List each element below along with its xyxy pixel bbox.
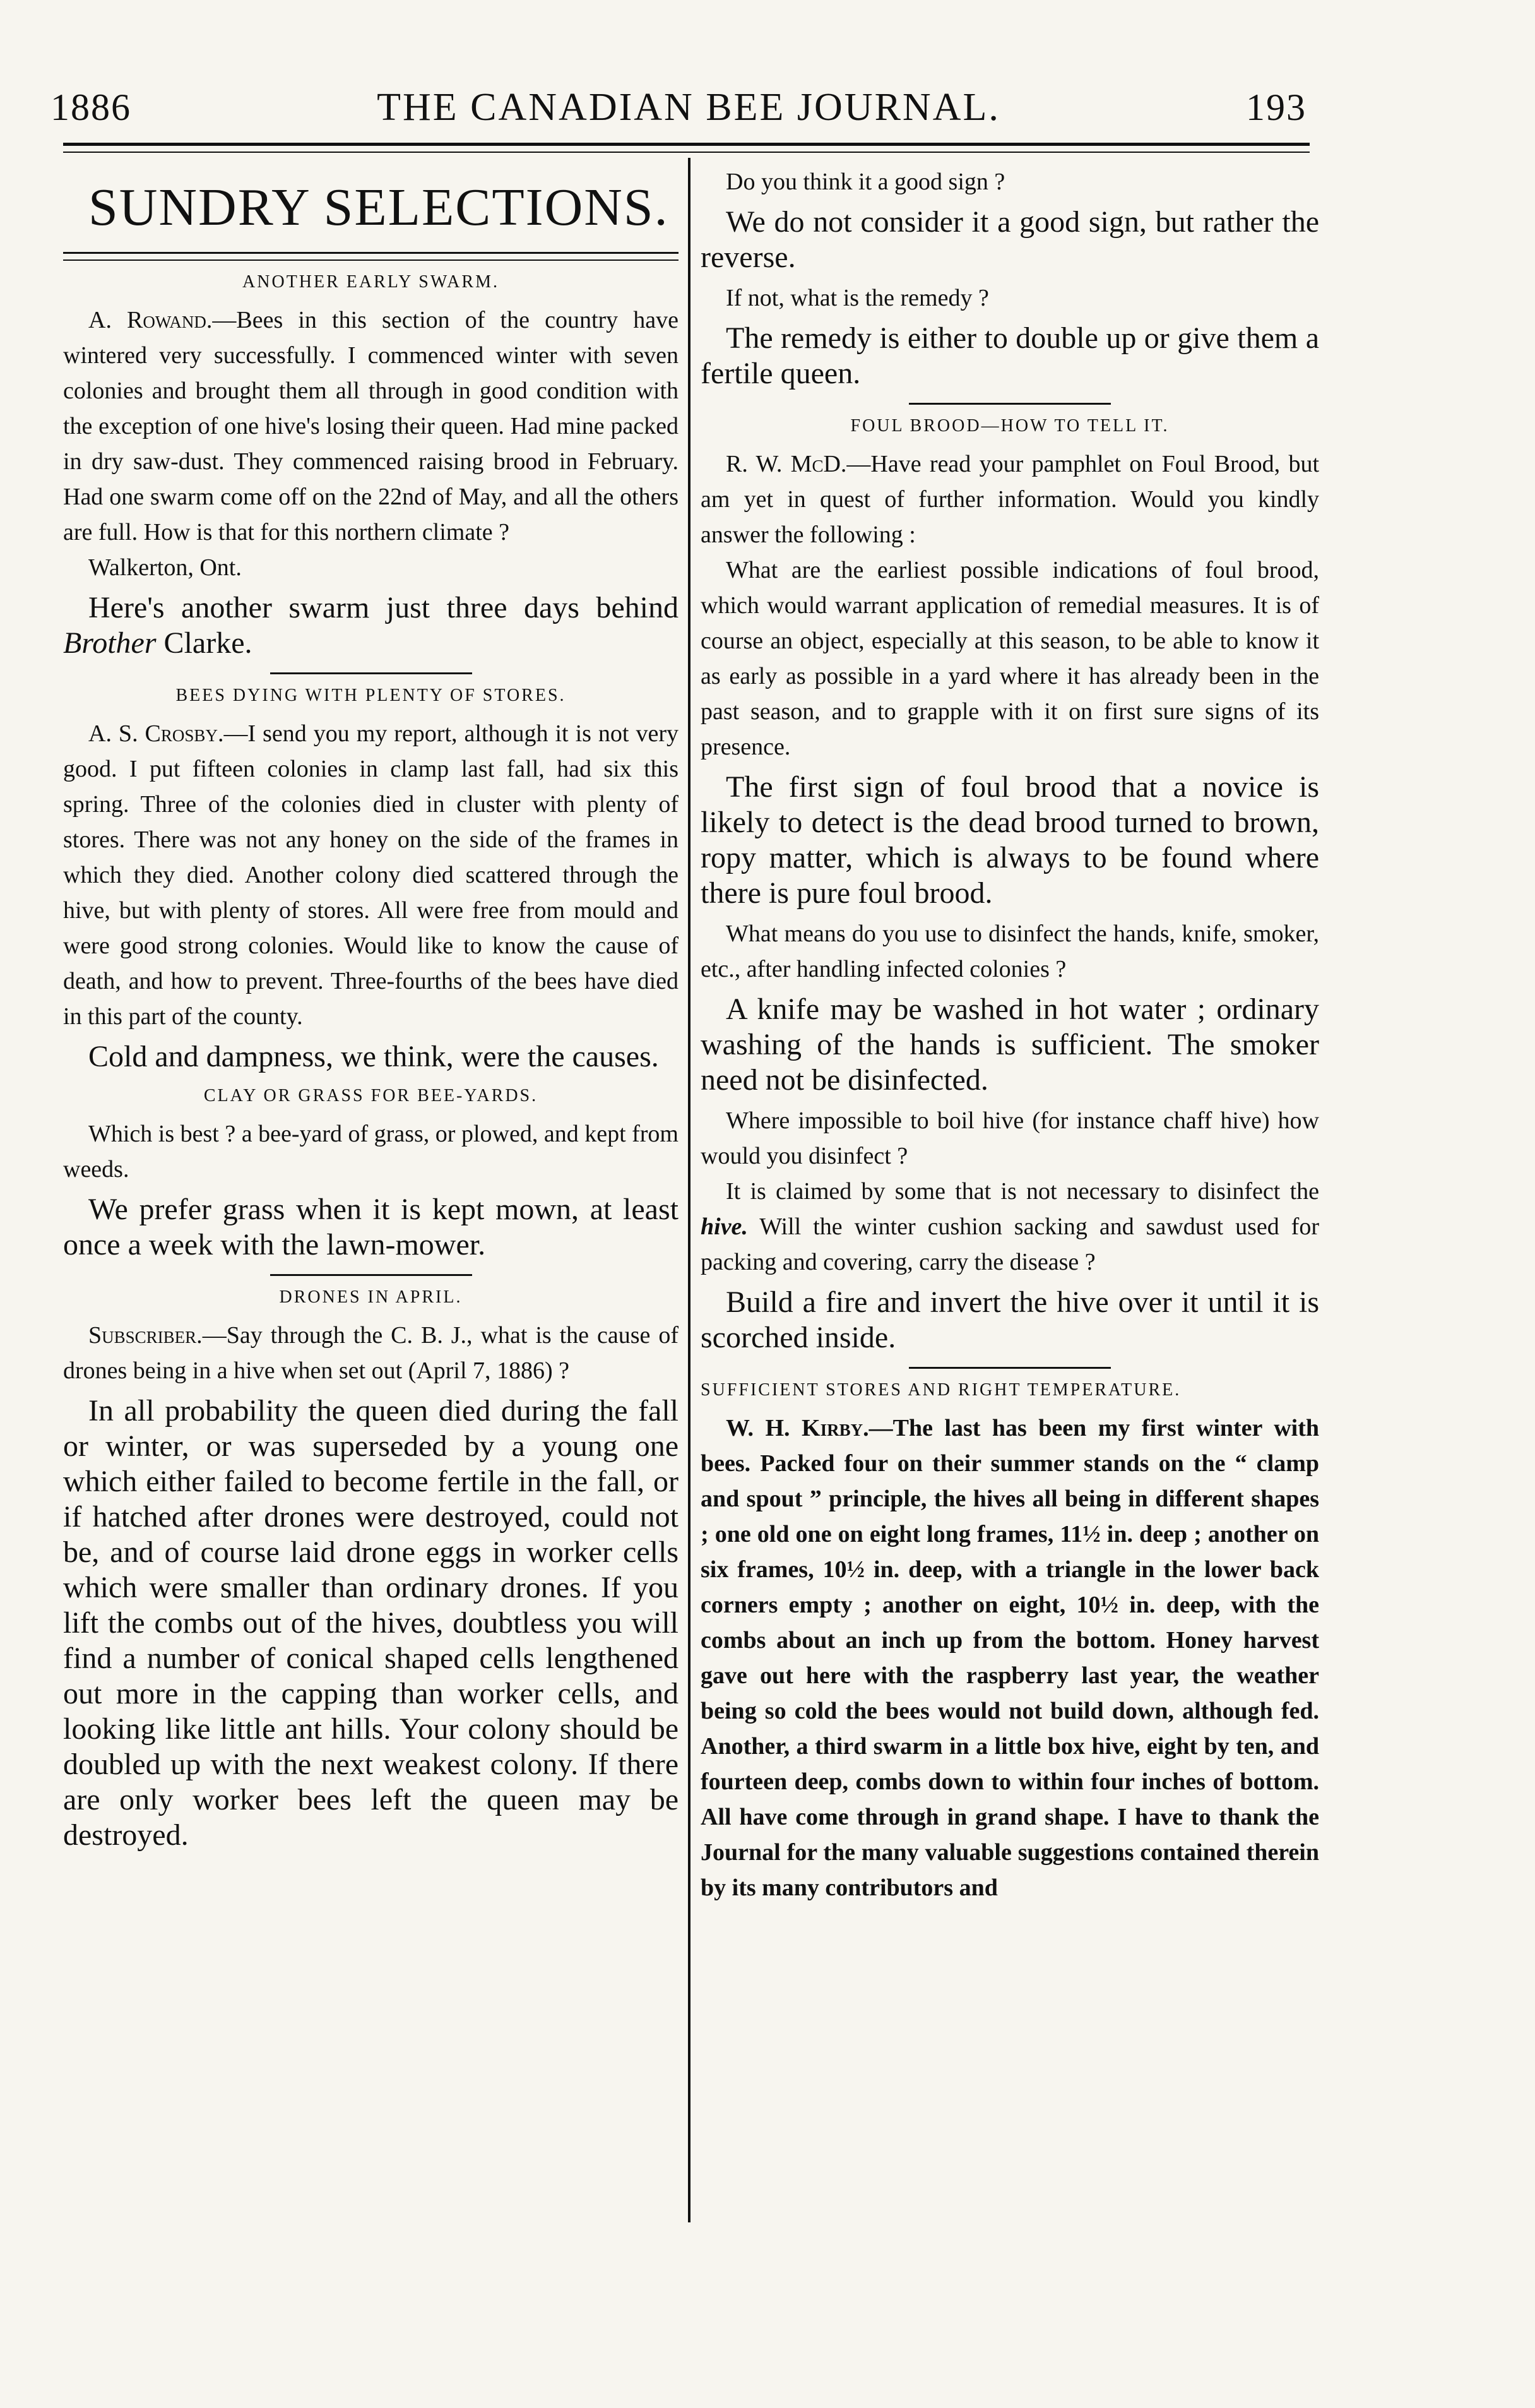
article-heading-bees-dying: BEES DYING WITH PLENTY OF STORES. [175,686,566,705]
question-remedy: If not, what is the remedy ? [726,285,989,311]
right-column [701,164,1319,1905]
answer-earliest-indications: The first sign of foul brood that a novice is likely to detect is the dead brood turned to brown, ropy matter, which is always to be found where there is pure foul brood. [701,770,1319,910]
reply-text: Here's another swarm just three days behind [88,591,679,624]
header-year: 1886 [50,86,131,128]
answer-good-sign: We do not consider it a good sign, but rather the reverse. [701,205,1319,274]
article-heading-foul-brood: FOUL BROOD—HOW TO TELL IT. [850,416,1170,436]
editor-reply-early-swarm [63,590,679,661]
article-letter-early-swarm [63,302,679,550]
left-column [63,164,679,1858]
question-earliest-indications: What are the earliest possible indications of foul brood, which would warrant application of remedial measures. It is of course an object, especially at this season, to be able to know it as early as possible in a yard where it has already been in the past season, and to grapple with it on first sure signs of its presence. [701,557,1319,760]
question-disinfect-hands: What means do you use to disinfect the hands, knife, smoker, etc., after handling infected colonies ? [701,921,1319,982]
letter-signature: Walkerton, Ont. [88,554,242,581]
question-good-sign: Do you think it a good sign ? [726,169,1005,195]
article-letter-foul-brood [701,446,1319,552]
article-heading-clay-or-grass: CLAY OR GRASS FOR BEE-YARDS. [203,1086,538,1106]
letter-text: —I send you my report, although it is not very good. I put fifteen colonies in clamp last fall, had six this spring. Three of the colonies died in cluster with plenty of stores. There was not any honey on the side of the frames in which they died. Another colony died scattered through the hive, but with plenty of stores. All were free from mould and were good strong colonies. Would like to know the cause of death, and how to prevent. Three-fourths of the bees have died in this part of the county. [63,720,679,1030]
separator-rule [909,1367,1111,1369]
editor-reply-drones-april: In all probability the queen died during the fall or winter, or was superseded by a young one which either failed to become fertile in the fall, or if hatched after drones were destroyed, could not be, and of course laid drone eggs in worker cells which were smaller than ordinary drones. If you lift the combs out of the hives, doubtless you will find a number of conical shaped cells lengthened out more in the capping than worker cells, and looking like little ant hills. Your colony should be doubled up with the next weakest colony. If there are only worker bees left the queen may be destroyed. [63,1394,679,1852]
question-text: It is claimed by some that is not necessary to disinfect the [726,1178,1319,1205]
article-heading-early-swarm: ANOTHER EARLY SWARM. [242,272,499,292]
article-letter-sufficient-stores [701,1410,1319,1905]
question-clay-or-grass: Which is best ? a bee-yard of grass, or plowed, and kept from weeds. [63,1121,679,1183]
author-name: W. H. Kirby. [726,1415,869,1441]
letter-text: —The last has been my first winter with bees. Packed four on their summer stands on the “ clamp and spout ” principle, the hives all being in different shapes ; one old one on eight long frames, 11½ in. deep ; another on six frames, 10½ in. deep, with a triangle in the lower back corners empty ; another on eight, 10½ in. deep, with the combs about an inch up from the bottom. Honey harvest gave out here with the raspberry last year, the weather being so cold the bees would not build down, although fed. Another, a third swarm in a little box hive, eight by ten, and fourteen deep, combs down to within four inches of bottom. All have come through in grand shape. I have to thank the Journal for the many valuable suggestions contained therein by its many contributors and [701,1415,1319,1901]
answer-disinfect-hive: Build a fire and invert the hive over it until it is scorched inside. [701,1285,1319,1354]
author-name: A. S. Crosby. [88,720,224,747]
question-italic: hive. [701,1213,748,1240]
header-rule-thin [63,152,1310,153]
author-name: Subscriber. [88,1322,203,1349]
header-page-number: 193 [1246,86,1307,128]
article-heading-drones-april: DRONES IN APRIL. [279,1287,463,1307]
answer-remedy: The remedy is either to double up or give them a fertile queen. [701,321,1319,390]
section-title-rule [63,252,679,261]
column-divider [688,158,690,2222]
letter-text: —Bees in this section of the country have wintered very successfully. I commenced winter with seven colonies and brought them all through in good condition with the exception of one hive's losing their queen. Had mine packed in dry saw-dust. They commenced raising brood in February. Had one swarm come off on the 22nd of May, and all the others are full. How is that for this northern climate ? [63,307,679,545]
separator-rule [909,403,1111,405]
reply-text-end: Clarke. [156,626,252,660]
author-name: R. W. McD. [726,451,847,477]
author-name: A. Rowand. [88,307,213,333]
editor-reply-clay-or-grass: We prefer grass when it is kept mown, at least once a week with the lawn-mower. [63,1193,679,1261]
answer-disinfect-hands: A knife may be washed in hot water ; ordinary washing of the hands is sufficient. The smoker need not be disinfected. [701,992,1319,1097]
reply-italic: Brother [63,626,157,660]
letter-text: —Say through the C. B. J., what is the cause of drones being in a hive when set out (April 7, 1886) ? [63,1322,679,1384]
article-letter-drones-april [63,1318,679,1388]
header-rule [63,143,1310,146]
letter-text: —Have read your pamphlet on Foul Brood, but am yet in quest of further information. Would you kindly answer the following : [701,451,1320,548]
separator-rule [270,1274,472,1276]
separator-rule [270,672,472,674]
running-head [50,76,1307,139]
editor-reply-bees-dying: Cold and dampness, we think, were the causes. [88,1040,659,1073]
header-journal-title: THE CANADIAN BEE JOURNAL. [377,85,1000,129]
question-text-end: Will the winter cushion sacking and sawdust used for packing and covering, carry the disease ? [701,1213,1319,1275]
article-letter-bees-dying [63,716,679,1034]
question-winter-cushion [701,1174,1319,1280]
question-disinfect-hive: Where impossible to boil hive (for instance chaff hive) how would you disinfect ? [701,1107,1319,1169]
section-title: SUNDRY SELECTIONS. [88,178,669,237]
article-heading-sufficient-stores: SUFFICIENT STORES AND RIGHT TEMPERATURE. [701,1380,1182,1400]
